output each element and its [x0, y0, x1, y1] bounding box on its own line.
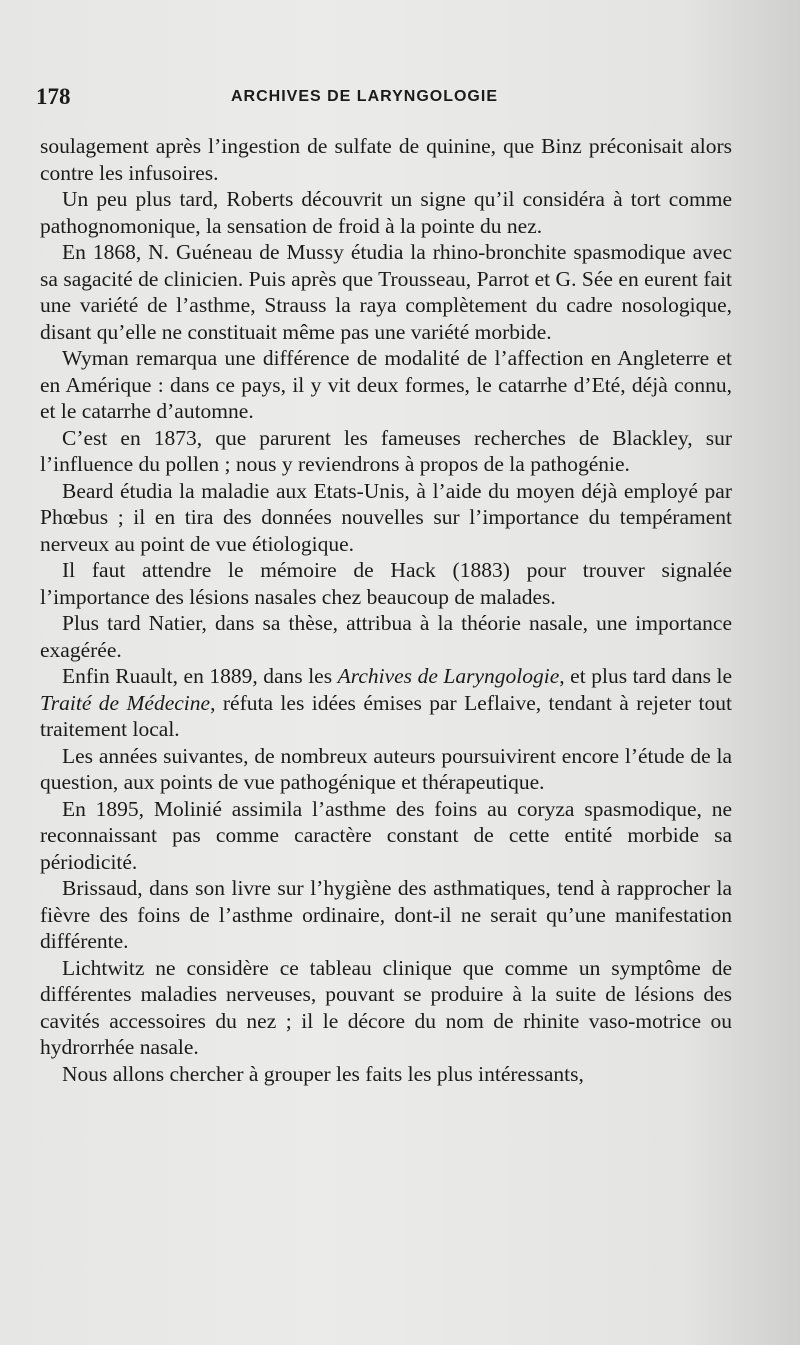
journal-title: Archives de Laryngologie — [337, 664, 560, 688]
paragraph-gueneau: En 1868, N. Guéneau de Mussy étudia la rhino-bronchite spasmodique avec sa sagacité de clinicien. Puis après que Trousseau, Parrot et G. Sée en eurent fait une variété de l’asthme, Strauss la raya complètement du cadre nosologique, disant qu’elle ne constituait même pas une variété morbide. — [40, 240, 732, 344]
page-number: 178 — [36, 84, 71, 109]
paragraph-blackley: C’est en 1873, que parurent les fameuses recherches de Blackley, sur l’influence du pollen ; nous y reviendrons à propos de la pathogénie. — [40, 425, 732, 476]
paragraph-beard: Beard étudia la maladie aux Etats-Unis, à l’aide du moyen déjà employé par Phœbus ; il en tira des données nouvelles sur l’importance du tempérament nerveux au point de vue étiologique. — [40, 478, 732, 556]
running-title: ARCHIVES DE LARYNGOLOGIE — [231, 88, 498, 105]
paragraph-roberts: Un peu plus tard, Roberts découvrit un signe qu’il considéra à tort comme pathognomonique, la sensation de froid à la pointe du nez. — [40, 187, 732, 238]
paragraph-continued: soulagement après l’ingestion de sulfate de quinine, que Binz préconisait alors contre les infusoires. — [40, 134, 732, 185]
paragraph-ruault — [40, 663, 732, 743]
paragraph-hack: Il faut attendre le mémoire de Hack (1883) pour trouver signalée l’importance des lésions nasales chez beaucoup de malades. — [40, 558, 732, 609]
body-text — [40, 133, 732, 1087]
ruault-text-1: Enfin Ruault, en 1889, dans les — [62, 664, 338, 688]
paragraph-brissaud: Brissaud, dans son livre sur l’hygiène des asthmatiques, tend à rapprocher la fièvre des foins de l’asthme ordinaire, dont-il ne serait qu’une manifestation différente. — [40, 876, 732, 953]
paragraph-lichtwitz: Lichtwitz ne considère ce tableau clinique que comme un symptôme de différentes maladies nerveuses, pouvant se produire à la suite de lésions des cavités accessoires du nez ; il le décore du nom de rhinite vaso-motrice ou hydrorrhée nasale. — [40, 955, 732, 1059]
paragraph-wyman: Wyman remarqua une différence de modalité de l’affection en Angleterre et en Amérique : dans ce pays, il y vit deux formes, le catarrhe d’Eté, déjà connu, et le catarrhe d’automne. — [40, 346, 732, 423]
treatise-title: Traité de Médecine — [40, 690, 211, 715]
paragraph-natier: Plus tard Natier, dans sa thèse, attribua à la théorie nasale, une importance exagérée. — [40, 611, 732, 662]
page-header — [36, 84, 756, 114]
paragraph-molinie: En 1895, Molinié assimila l’asthme des foins au coryza spasmodique, ne reconnaissant pas comme caractère constant de cette entité morbide sa périodicité. — [40, 796, 732, 874]
paragraph-annees: Les années suivantes, de nombreux auteurs poursuivirent encore l’étude de la question, aux points de vue pathogénique et thérapeutique. — [40, 743, 732, 794]
paragraph-final: Nous allons chercher à grouper les faits les plus intéressants, — [62, 1061, 584, 1086]
ruault-text-3: , réfuta les idées émises par Leflaive, tendant à rejeter tout traitement local. — [40, 690, 732, 741]
ruault-text-2: , et plus tard dans le — [559, 664, 732, 688]
